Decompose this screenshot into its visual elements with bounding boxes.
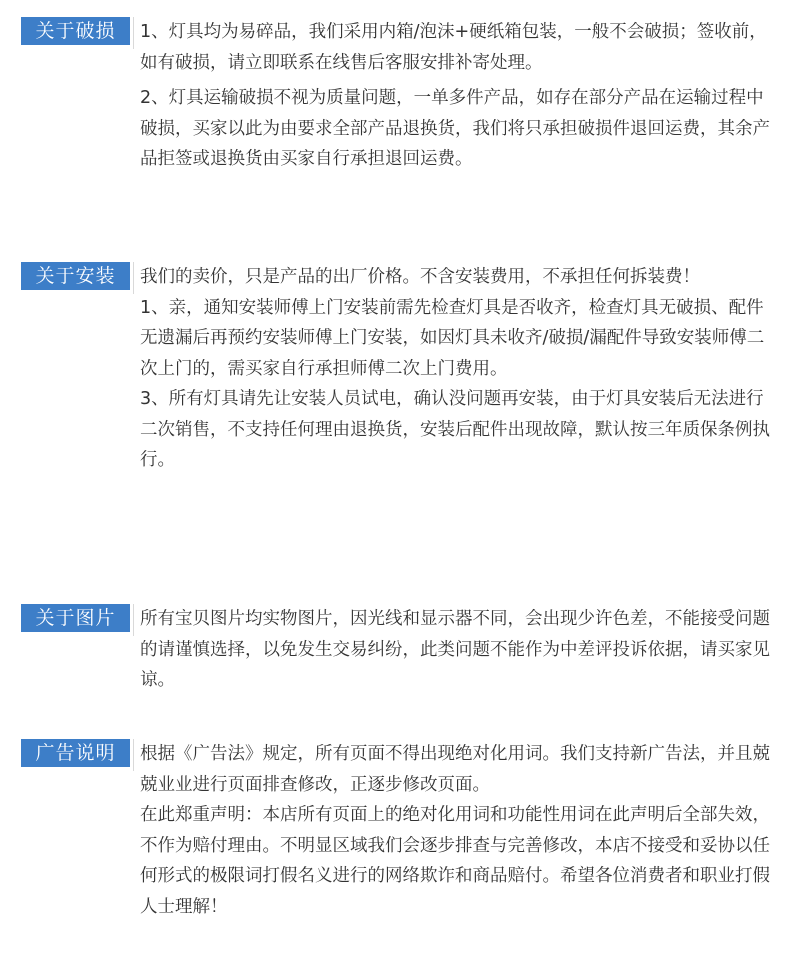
paragraph: 3、所有灯具请先让安装人员试电，确认没问题再安装，由于灯具安装后无法进行二次销售，不支持任何理由退换货，安装后配件出现故障，默认按三年质保条例执行。: [140, 389, 770, 470]
section-divider: [133, 739, 134, 771]
section-badge-ads: 广告说明: [21, 739, 130, 767]
paragraph: 1、亲，通知安装师傅上门安装前需先检查灯具是否收齐，检查灯具无破损、配件无遗漏后再预约安装师傅上门安装，如因灯具未收齐/破损/漏配件导致安装师傅二次上门的，需买家自行承担师傅二次上门费用。: [140, 297, 765, 379]
paragraph: 根据《广告法》规定，所有页面不得出现绝对化用词。我们支持新广告法，并且兢兢业业进行页面排查修改，正逐步修改页面。: [140, 744, 770, 795]
section-body-damage: [140, 17, 780, 175]
paragraph: 2、灯具运输破损不视为质量问题，一单多件产品，如存在部分产品在运输过程中破损，买家以此为由要求全部产品退换货，我们将只承担破损件退回运费，其余产品拒签或退换货由买家自行承担退回运费。: [140, 88, 770, 169]
section-divider: [133, 604, 134, 636]
paragraph: 1、灯具均为易碎品，我们采用内箱/泡沫+硬纸箱包装，一般不会破损；签收前，如有破损，请立即联系在线售后客服安排补寄处理。: [140, 22, 767, 73]
section-divider: [133, 262, 134, 294]
section-body-ads: [140, 739, 780, 922]
section-badge-images: 关于图片: [21, 604, 130, 632]
section-badge-install: 关于安装: [21, 262, 130, 290]
section-body-images: [140, 604, 780, 696]
paragraph: 所有宝贝图片均实物图片，因光线和显示器不同，会出现少许色差，不能接受问题的请谨慎选择，以免发生交易纠纷，此类问题不能作为中差评投诉依据，请买家见谅。: [140, 609, 770, 690]
paragraph: 我们的卖价，只是产品的出厂价格。不含安装费用，不承担任何拆装费！: [140, 267, 700, 287]
section-badge-damage: 关于破损: [21, 17, 130, 45]
section-body-install: [140, 262, 780, 476]
section-divider: [133, 17, 134, 49]
paragraph: 在此郑重声明：本店所有页面上的绝对化用词和功能性用词在此声明后全部失效，不作为赔付理由。不明显区域我们会逐步排查与完善修改，本店不接受和妥协以任何形式的极限词打假名义进行的网络欺诈和商品赔付。希望各位消费者和职业打假人士理解！: [140, 805, 770, 917]
